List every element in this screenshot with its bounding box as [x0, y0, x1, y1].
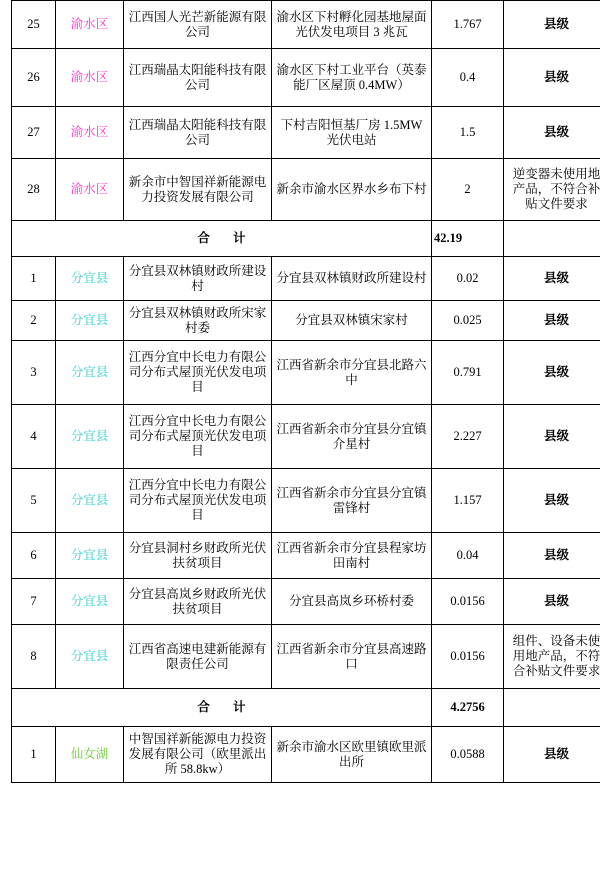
row-unit: 分宜县洞村乡财政所光伏扶贫项目 — [124, 533, 272, 579]
table-total-row — [12, 221, 600, 257]
row-area — [56, 625, 124, 689]
table-row — [12, 579, 600, 625]
table-row — [12, 159, 600, 221]
row-index: 26 — [12, 49, 56, 107]
row-project: 江西省新余市分宜县北路六中 — [272, 341, 432, 405]
total-capacity: 42.19 — [432, 221, 504, 257]
row-area — [56, 49, 124, 107]
row-note: 县级 — [504, 49, 600, 107]
row-index: 27 — [12, 107, 56, 159]
row-capacity: 2.227 — [432, 405, 504, 469]
row-index: 6 — [12, 533, 56, 579]
row-note: 县级 — [504, 405, 600, 469]
table-row — [12, 727, 600, 783]
row-note: 组件、设备未使用地产品，不符合补贴文件要求 — [504, 625, 600, 689]
row-project: 下村吉阳恒基厂房 1.5MW 光伏电站 — [272, 107, 432, 159]
row-project: 分宜县双林镇宋家村 — [272, 301, 432, 341]
row-note: 县级 — [504, 257, 600, 301]
row-index: 8 — [12, 625, 56, 689]
row-capacity: 0.791 — [432, 341, 504, 405]
row-area — [56, 533, 124, 579]
row-area — [56, 579, 124, 625]
row-index: 5 — [12, 469, 56, 533]
row-unit: 江西国人光芒新能源有限公司 — [124, 1, 272, 49]
row-index: 2 — [12, 301, 56, 341]
row-area — [56, 257, 124, 301]
row-capacity: 0.4 — [432, 49, 504, 107]
row-unit: 分宜县双林镇财政所建设村 — [124, 257, 272, 301]
row-project: 渝水区下村工业平台（英泰能厂区屋顶 0.4MW） — [272, 49, 432, 107]
row-capacity: 0.0156 — [432, 579, 504, 625]
row-area — [56, 727, 124, 783]
table-body — [12, 1, 600, 783]
row-project: 江西省新余市分宜县分宜镇雷锋村 — [272, 469, 432, 533]
total-note — [504, 689, 600, 727]
total-label: 合 计 — [12, 689, 432, 727]
area-label: 分宜县 — [70, 548, 109, 562]
row-index: 1 — [12, 257, 56, 301]
row-capacity: 1.157 — [432, 469, 504, 533]
row-unit: 分宜县高岚乡财政所光伏扶贫项目 — [124, 579, 272, 625]
row-area — [56, 301, 124, 341]
row-index: 28 — [12, 159, 56, 221]
row-capacity: 1.767 — [432, 1, 504, 49]
row-project: 分宜县高岚乡环桥村委 — [272, 579, 432, 625]
row-note: 县级 — [504, 533, 600, 579]
row-note: 县级 — [504, 579, 600, 625]
total-capacity: 4.2756 — [432, 689, 504, 727]
row-project: 江西省新余市分宜县程家坊田南村 — [272, 533, 432, 579]
area-label: 分宜县 — [70, 365, 109, 379]
area-label: 分宜县 — [70, 271, 109, 285]
row-note: 县级 — [504, 1, 600, 49]
row-index: 1 — [12, 727, 56, 783]
row-unit: 新余市中智国祥新能源电力投资发展有限公司 — [124, 159, 272, 221]
row-area — [56, 159, 124, 221]
row-project: 江西省新余市分宜县高速路口 — [272, 625, 432, 689]
row-unit: 江西瑞晶太阳能科技有限公司 — [124, 49, 272, 107]
table-row — [12, 469, 600, 533]
row-note: 逆变器未使用地产品，不符合补贴文件要求 — [504, 159, 600, 221]
row-unit: 江西省高速电建新能源有限责任公司 — [124, 625, 272, 689]
area-label: 分宜县 — [70, 594, 109, 608]
row-note: 县级 — [504, 341, 600, 405]
area-label: 渝水区 — [70, 182, 109, 196]
table-row — [12, 533, 600, 579]
row-area — [56, 1, 124, 49]
row-note: 县级 — [504, 301, 600, 341]
table-row — [12, 257, 600, 301]
row-note: 县级 — [504, 107, 600, 159]
row-project: 江西省新余市分宜县分宜镇介星村 — [272, 405, 432, 469]
row-area — [56, 341, 124, 405]
row-area — [56, 405, 124, 469]
area-label: 渝水区 — [70, 125, 109, 139]
table-row — [12, 107, 600, 159]
row-index: 3 — [12, 341, 56, 405]
table-row — [12, 301, 600, 341]
area-label: 分宜县 — [70, 493, 109, 507]
total-label: 合 计 — [12, 221, 432, 257]
row-project: 新余市渝水区欧里镇欧里派出所 — [272, 727, 432, 783]
row-unit: 江西分宜中长电力有限公司分布式屋顶光伏发电项目 — [124, 469, 272, 533]
area-label: 分宜县 — [70, 429, 109, 443]
table-row — [12, 1, 600, 49]
area-label: 仙女湖 — [70, 747, 109, 761]
row-capacity: 0.0156 — [432, 625, 504, 689]
table-row — [12, 341, 600, 405]
row-unit: 江西分宜中长电力有限公司分布式屋顶光伏发电项目 — [124, 341, 272, 405]
row-capacity: 0.025 — [432, 301, 504, 341]
row-note: 县级 — [504, 469, 600, 533]
row-unit: 分宜县双林镇财政所宋家村委 — [124, 301, 272, 341]
row-area — [56, 107, 124, 159]
table-row — [12, 49, 600, 107]
subsidy-project-table — [11, 0, 600, 783]
row-index: 4 — [12, 405, 56, 469]
row-capacity: 2 — [432, 159, 504, 221]
table-row — [12, 625, 600, 689]
row-area — [56, 469, 124, 533]
area-label: 渝水区 — [70, 70, 109, 84]
row-capacity: 1.5 — [432, 107, 504, 159]
table-total-row — [12, 689, 600, 727]
row-project: 分宜县双林镇财政所建设村 — [272, 257, 432, 301]
row-capacity: 0.0588 — [432, 727, 504, 783]
row-unit: 中智国祥新能源电力投资发展有限公司（欧里派出所 58.8kw） — [124, 727, 272, 783]
row-project: 渝水区下村孵化园基地屋面光伏发电项目 3 兆瓦 — [272, 1, 432, 49]
row-index: 25 — [12, 1, 56, 49]
table-row — [12, 405, 600, 469]
row-index: 7 — [12, 579, 56, 625]
area-label: 分宜县 — [70, 313, 109, 327]
row-unit: 江西瑞晶太阳能科技有限公司 — [124, 107, 272, 159]
row-capacity: 0.04 — [432, 533, 504, 579]
row-capacity: 0.02 — [432, 257, 504, 301]
total-note — [504, 221, 600, 257]
row-project: 新余市渝水区界水乡布下村 — [272, 159, 432, 221]
area-label: 渝水区 — [70, 17, 109, 31]
row-unit: 江西分宜中长电力有限公司分布式屋顶光伏发电项目 — [124, 405, 272, 469]
area-label: 分宜县 — [70, 649, 109, 663]
row-note: 县级 — [504, 727, 600, 783]
